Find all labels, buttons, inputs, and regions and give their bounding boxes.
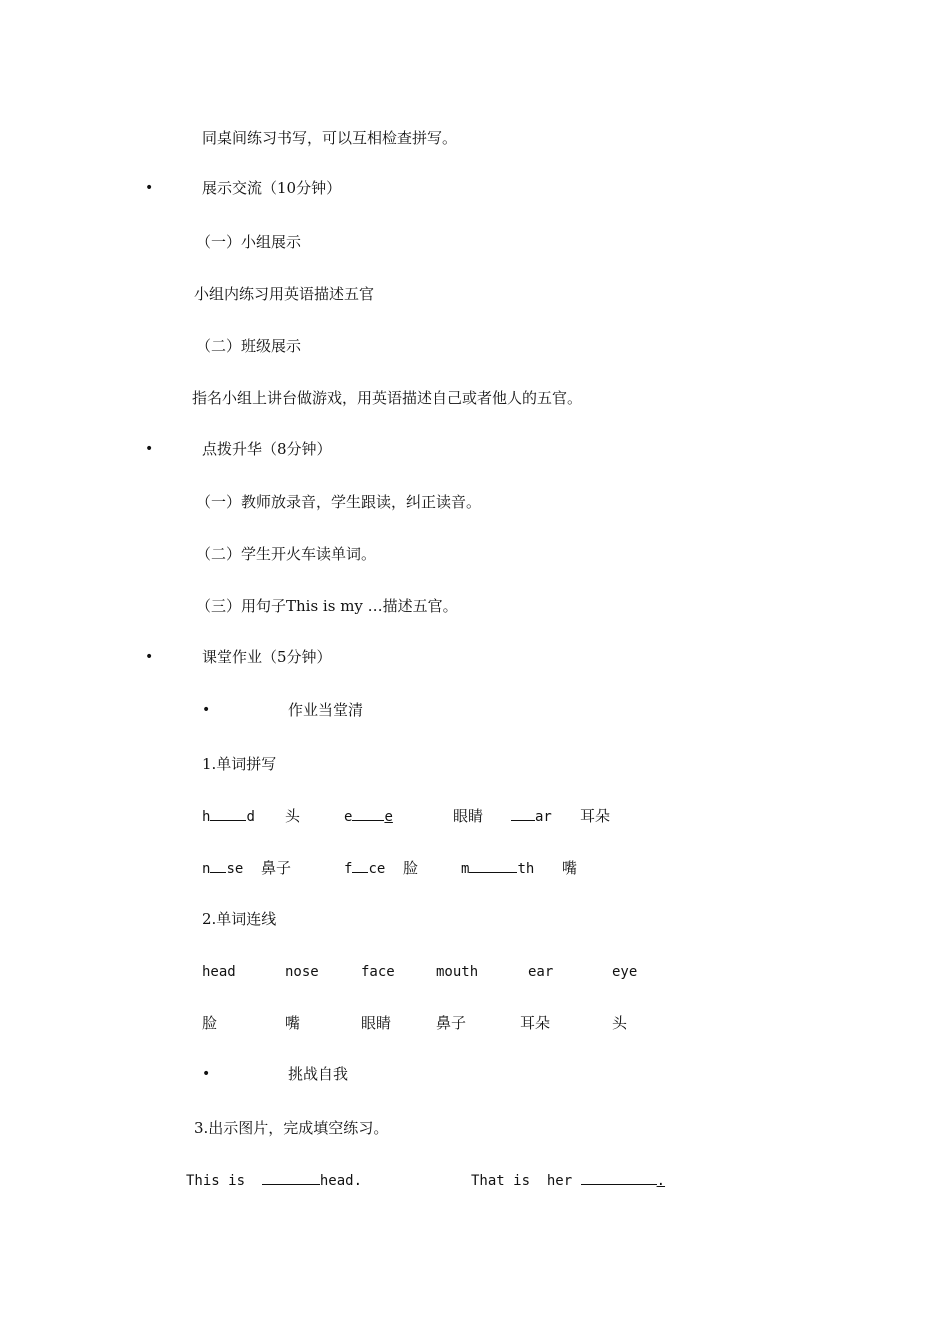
spelling-meaning: 头 <box>285 807 301 825</box>
fill-blank[interactable] <box>262 1170 320 1185</box>
spelling-prefix: h <box>202 809 211 825</box>
spelling-suffix: ar <box>535 809 552 825</box>
spelling-item <box>511 806 552 827</box>
spelling-prefix: m <box>461 861 470 877</box>
spelling-blank[interactable] <box>469 858 517 873</box>
spelling-suffix: se <box>226 861 244 877</box>
sub-heading-clear: 作业当堂清 <box>288 701 364 719</box>
text-line: （二）班级展示 <box>196 337 302 355</box>
spelling-item <box>461 858 534 879</box>
question-2-title: 2.单词连线 <box>202 910 277 928</box>
sub-heading-challenge: 挑战自我 <box>288 1065 349 1083</box>
spelling-prefix: e <box>344 809 353 825</box>
text-line: 小组内练习用英语描述五官 <box>194 285 375 303</box>
question-3-title: 3.出示图片，完成填空练习。 <box>194 1119 389 1137</box>
section-heading-homework: 课堂作业（5分钟） <box>202 648 332 666</box>
text-line: （一）小组展示 <box>196 233 302 251</box>
match-chinese-word[interactable]: 嘴 <box>285 1014 301 1032</box>
match-chinese-word[interactable]: 耳朵 <box>520 1014 551 1032</box>
spelling-item <box>202 858 243 879</box>
spelling-meaning: 耳朵 <box>580 807 611 825</box>
fill-sentence-suffix: head. <box>319 1173 363 1189</box>
text-line: 同桌间练习书写，可以互相检查拼写。 <box>202 129 458 147</box>
spelling-item <box>344 858 385 879</box>
bullet-icon: • <box>202 1066 211 1082</box>
bullet-icon: • <box>202 702 211 718</box>
spelling-suffix: d <box>246 809 255 825</box>
match-english-word[interactable]: head <box>202 964 236 980</box>
match-english-word[interactable]: mouth <box>436 964 479 980</box>
match-chinese-word[interactable]: 眼睛 <box>361 1014 392 1032</box>
spelling-prefix: n <box>202 861 211 877</box>
spelling-item <box>344 806 393 827</box>
fill-sentence-prefix: That is her <box>471 1173 573 1189</box>
fill-sentence-2 <box>471 1170 665 1191</box>
match-english-word[interactable]: eye <box>612 964 638 980</box>
text-line: （一）教师放录音，学生跟读，纠正读音。 <box>196 493 482 511</box>
spelling-prefix: f <box>344 861 353 877</box>
spelling-blank[interactable] <box>210 806 246 821</box>
text-line: 指名小组上讲台做游戏，用英语描述自己或者他人的五官。 <box>192 389 583 407</box>
match-english-word[interactable]: ear <box>528 964 554 980</box>
bullet-icon: • <box>145 180 154 196</box>
spelling-suffix: ce <box>368 861 386 877</box>
bullet-icon: • <box>145 441 154 457</box>
spelling-suffix: e <box>384 809 393 825</box>
spelling-item <box>202 806 255 827</box>
spelling-blank[interactable] <box>210 858 226 873</box>
match-chinese-word[interactable]: 脸 <box>202 1014 218 1032</box>
spelling-suffix: th <box>517 861 535 877</box>
section-heading-guide: 点拨升华（8分钟） <box>202 440 332 458</box>
spelling-blank[interactable] <box>511 806 535 821</box>
spelling-blank[interactable] <box>352 858 368 873</box>
spelling-meaning: 脸 <box>403 859 419 877</box>
fill-sentence-prefix: This is <box>186 1173 246 1189</box>
fill-blank[interactable] <box>581 1170 657 1185</box>
section-heading-display: 展示交流（10分钟） <box>202 179 342 197</box>
match-chinese-word[interactable]: 鼻子 <box>436 1014 467 1032</box>
match-chinese-word[interactable]: 头 <box>612 1014 628 1032</box>
match-english-word[interactable]: nose <box>285 964 319 980</box>
spelling-blank[interactable] <box>352 806 384 821</box>
spelling-meaning: 眼睛 <box>453 807 484 825</box>
spelling-meaning: 鼻子 <box>261 859 292 877</box>
question-1-title: 1.单词拼写 <box>202 755 277 773</box>
fill-sentence-1 <box>186 1170 362 1191</box>
text-line: （二）学生开火车读单词。 <box>196 545 377 563</box>
match-english-word[interactable]: face <box>361 964 395 980</box>
bullet-icon: • <box>145 649 154 665</box>
fill-sentence-suffix: . <box>656 1173 666 1189</box>
spelling-meaning: 嘴 <box>562 859 578 877</box>
text-line: （三）用句子This is my …描述五官。 <box>196 597 458 615</box>
